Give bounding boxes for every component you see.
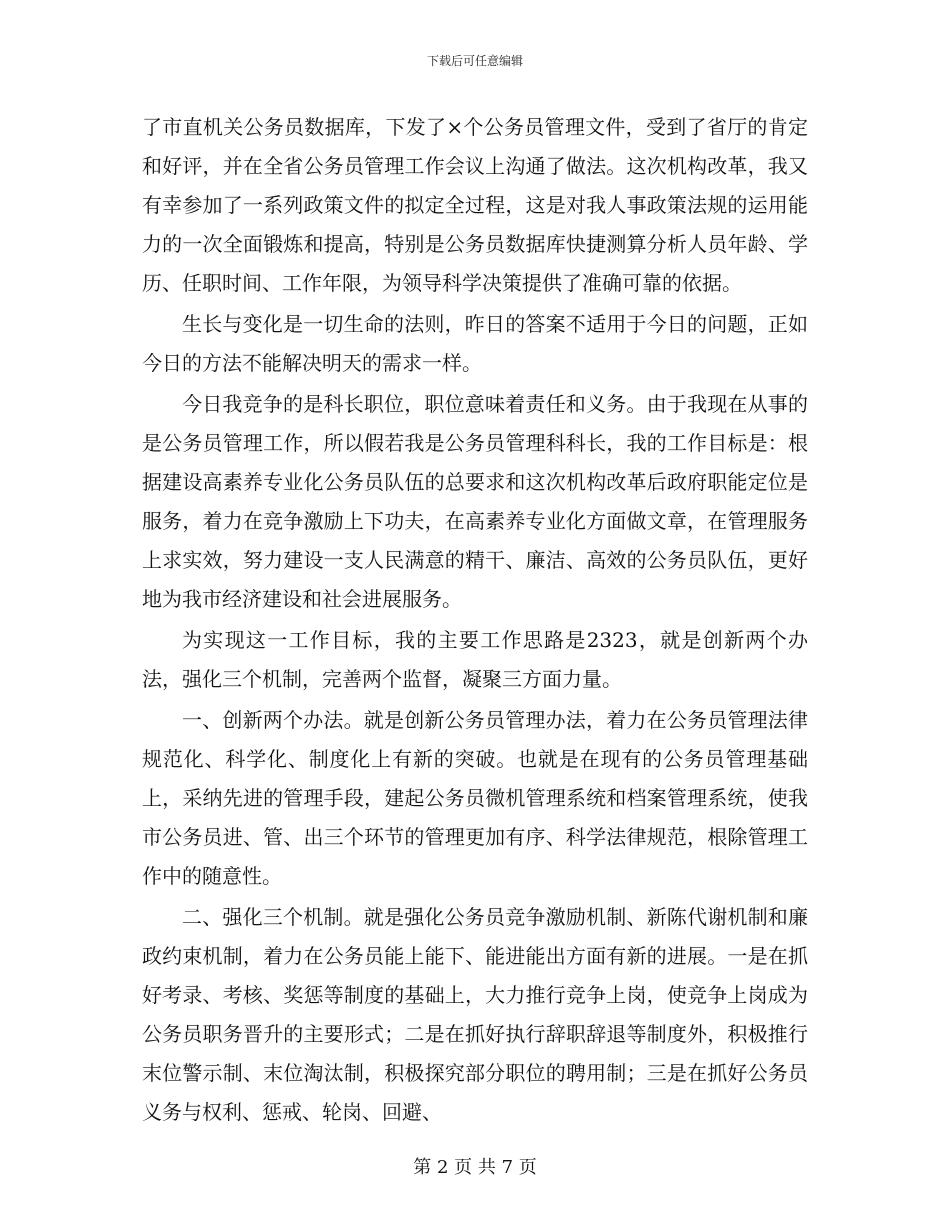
document-body — [142, 108, 808, 1132]
paragraph-2: 生长与变化是一切生命的法则，昨日的答案不适用于今日的问题，正如今日的方法不能解决明天的需求一样。 — [142, 312, 808, 375]
page-header: 下载后可任意编辑 — [426, 54, 523, 68]
paragraph-5: 一、创新两个办法。就是创新公务员管理办法，着力在公务员管理法律规范化、科学化、制度化上有新的突破。也就是在现有的公务员管理基础上，采纳先进的管理手段，建起公务员微机管理系统和档案管理系统，使我市公务员进、管、出三个环节的管理更加有序、科学法律规范，根除管理工作中的随意性。 — [142, 708, 808, 888]
paragraph-1: 了市直机关公务员数据库，下发了×个公务员管理文件，受到了省厅的肯定和好评，并在全省公务员管理工作会议上沟通了做法。这次机构改革，我又有幸参加了一系列政策文件的拟定全过程，这是对我人事政策法规的运用能力的一次全面锻炼和提高，特别是公务员数据库快捷测算分析人员年龄、学历、任职时间、工作年限，为领导科学决策提供了准确可靠的依据。 — [142, 115, 808, 295]
paragraph-3: 今日我竞争的是科长职位，职位意味着责任和义务。由于我现在从事的是公务员管理工作，所以假若我是公务员管理科科长，我的工作目标是：根据建设高素养专业化公务员队伍的总要求和这次机构改革后政府职能定位是服务，着力在竞争激励上下功夫，在高素养专业化方面做文章，在管理服务上求实效，努力建设一支人民满意的精干、廉洁、高效的公务员队伍，更好地为我市经济建设和社会进展服务。 — [142, 392, 808, 611]
page-number: 第 2 页 共 7 页 — [413, 1157, 537, 1178]
paragraph-4: 为实现这一工作目标，我的主要工作思路是2323，就是创新两个办法，强化三个机制，完善两个监督，凝聚三方面力量。 — [142, 628, 808, 691]
paragraph-6: 二、强化三个机制。就是强化公务员竞争激励机制、新陈代谢机制和廉政约束机制，着力在公务员能上能下、能进能出方面有新的进展。一是在抓好考录、考核、奖惩等制度的基础上，大力推行竞争上岗，使竞争上岗成为公务员职务晋升的主要形式；二是在抓好执行辞职辞退等制度外，积极推行末位警示制、末位淘汰制，积极探究部分职位的聘用制；三是在抓好公务员义务与权利、惩戒、轮岗、回避、 — [142, 905, 808, 1124]
